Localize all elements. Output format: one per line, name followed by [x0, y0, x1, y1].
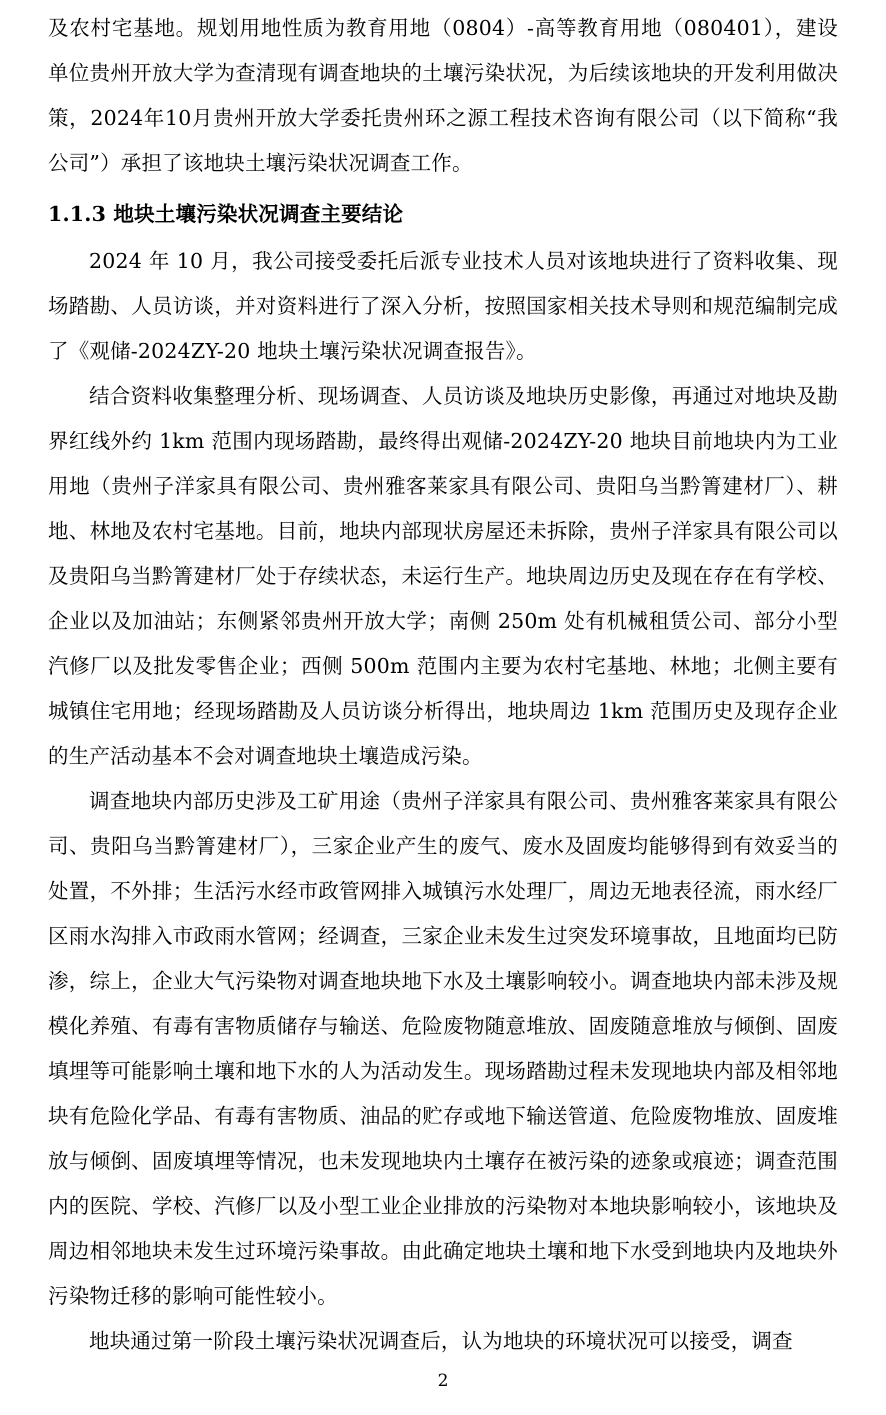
paragraph-survey-report: 2024 年 10 月，我公司接受委托后派专业技术人员对该地块进行了资料收集、现场踏勘、人员访谈，并对资料进行了深入分析，按照国家相关技术导则和规范编制完成了《观储-2024ZY-20 地块土壤污染状况调查报告》。 — [48, 249, 838, 363]
page-number: 2 — [437, 1371, 449, 1391]
paragraph-land-use-analysis: 结合资料收集整理分析、现场调查、人员访谈及地块历史影像，再通过对地块及勘界红线外约 1km 范围内现场踏勘，最终得出观储-2024ZY-20 地块目前地块内为工业用地（贵州子洋家具有限公司、贵州雅客莱家具有限公司、贵阳乌当黔箐建材厂）、耕地、林地及农村宅基地。目前，地块内部现状房屋还未拆除，贵州子洋家具有限公司以及贵阳乌当黔箐建材厂处于存续状态，未运行生产。地块周边历史及现在存在有学校、企业以及加油站；东侧紧邻贵州开放大学；南侧 250m 处有机械租赁公司、部分小型汽修厂以及批发零售企业；西侧 500m 范围内主要为农村宅基地、林地；北侧主要有城镇住宅用地；经现场踏勘及人员访谈分析得出，地块周边 1km 范围历史及现存企业的生产活动基本不会对调查地块土壤造成污染。 — [48, 384, 838, 768]
paragraph-pollution-assessment: 调查地块内部历史涉及工矿用途（贵州子洋家具有限公司、贵州雅客莱家具有限公司、贵阳乌当黔箐建材厂），三家企业产生的废气、废水及固废均能够得到有效妥当的处置，不外排；生活污水经市政管网排入城镇污水处理厂，周边无地表径流，雨水经厂区雨水沟排入市政雨水管网；经调查，三家企业未发生过突发环境事故，且地面均已防渗，综上，企业大气污染物对调查地块地下水及土壤影响较小。调查地块内部未涉及规模化养殖、有毒有害物质储存与输送、危险废物随意堆放、固废随意堆放与倾倒、固废填埋等可能影响土壤和地下水的人为活动发生。现场踏勘过程未发现地块内部及相邻地块有危险化学品、有毒有害物质、油品的贮存或地下输送管道、危险废物堆放、固废堆放与倾倒、固废填埋等情况，也未发现地块内土壤存在被污染的迹象或痕迹；调查范围内的医院、学校、汽修厂以及小型工业企业排放的污染物对本地块影响较小，该地块及周边相邻地块未发生过环境污染事故。由此确定地块土壤和地下水受到地块内及地块外污染物迁移的影响可能性较小。 — [48, 789, 838, 1308]
paragraph-intro: 及农村宅基地。规划用地性质为教育用地（0804）-高等教育用地（080401），建设单位贵州开放大学为查清现有调查地块的土壤污染状况，为后续该地块的开发利用做决策，2024年10月贵州开放大学委托贵州环之源工程技术咨询有限公司（以下简称“我公司”）承担了该地块土壤污染状况调查工作。 — [48, 16, 838, 175]
paragraph-conclusion: 地块通过第一阶段土壤污染状况调查后，认为地块的环境状况可以接受，调查 — [89, 1329, 793, 1353]
document-body — [48, 0, 838, 1364]
section-heading-1-1-3: 1.1.3 地块土壤污染状况调查主要结论 — [48, 202, 404, 226]
